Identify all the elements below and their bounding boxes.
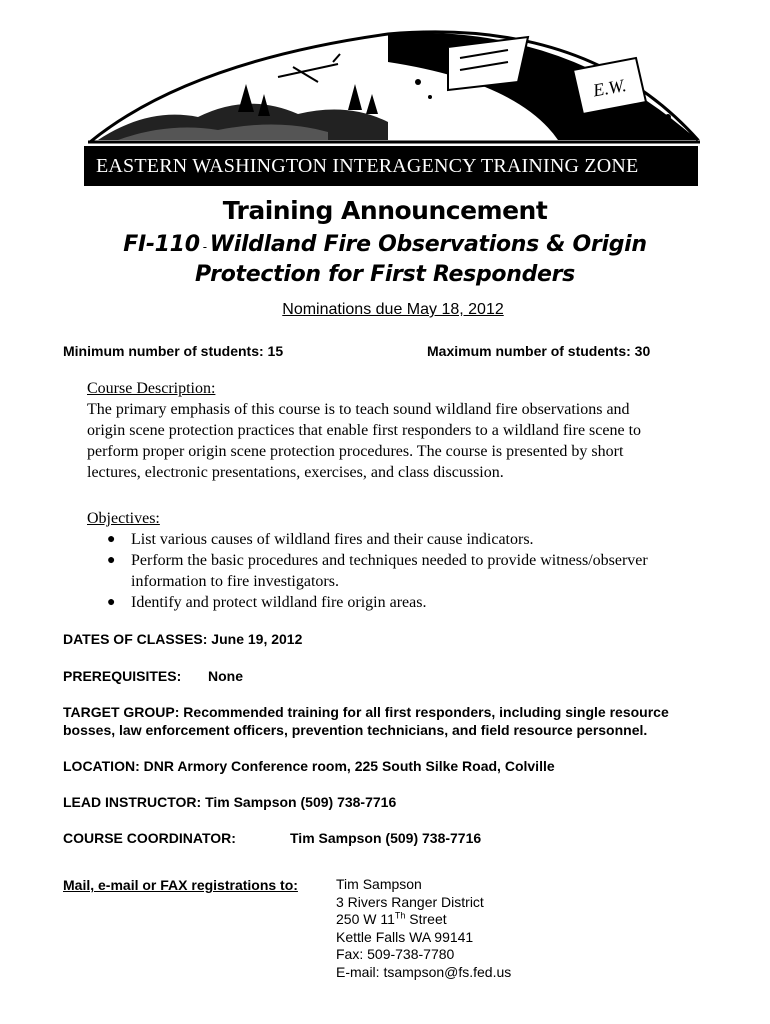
location: LOCATION: DNR Armory Conference room, 225 South Silke Road, Colville [63,758,555,774]
lead-instructor: LEAD INSTRUCTOR: Tim Sampson (509) 738-7716 [63,794,397,810]
course-description [87,378,727,483]
bullet-icon: ● [107,532,116,547]
mail-registrations-label: Mail, e-mail or FAX registrations to: [63,877,298,893]
course-coordinator-value: Tim Sampson (509) 738-7716 [290,830,482,846]
objectives-section [87,508,727,613]
contact-city: Kettle Falls WA 99141 [336,928,474,945]
description-line: The primary emphasis of this course is to teach sound wildland fire observations and [87,401,630,418]
description-line: origin scene protection practices that enable first responders to a wildland fire scene to [87,422,642,439]
course-coordinator-label: COURSE COORDINATOR: [63,830,236,846]
prerequisites-label: PREREQUISITES: [63,668,182,684]
mail-address-block [336,876,511,981]
contact-email: E-mail: tsampson@fs.fed.us [336,963,512,980]
zone-banner: EASTERN WASHINGTON INTERAGENCY TRAINING ZONE [84,146,698,186]
nominations-due: Nominations due May 18, 2012 [282,301,504,318]
course-title-line1 [0,232,770,257]
logo-initials: E.W. [591,74,628,101]
description-line: lectures, electronic presentations, exercises, and class discussion. [87,464,504,481]
objectives-heading: Objectives: [87,510,160,527]
contact-fax: Fax: 509-738-7780 [336,946,455,962]
min-students: Minimum number of students: 15 [63,343,284,359]
description-line: perform proper origin scene protection procedures. The course is presented by short [87,443,624,460]
bullet-icon: ● [107,553,116,568]
max-students: Maximum number of students: 30 [427,343,651,359]
description-heading: Course Description: [87,380,216,397]
zone-logo [88,22,700,144]
dates-of-classes: DATES OF CLASSES: June 19, 2012 [63,631,303,647]
contact-name: Tim Sampson [336,876,422,892]
target-group-line1: TARGET GROUP: Recommended training for all first responders, including single resource [63,704,669,720]
objective-item: ● List various causes of wildland fires and their cause indicators. [107,531,534,548]
course-title-line2: Protection for First Responders [195,262,575,287]
prerequisites-value: None [208,668,243,684]
objective-item: ● Perform the basic procedures and techniques needed to provide witness/observer information to fire investigators. [107,552,648,590]
contact-district: 3 Rivers Ranger District [336,893,484,910]
objective-item: ● Identify and protect wildland fire origin areas. [107,594,427,611]
page-title: Training Announcement [222,196,548,225]
target-group-line2: bosses, law enforcement officers, prevention technicians, and field resource personnel. [63,722,648,738]
course-title-part1: Wildland Fire Observations & Origin [209,232,647,257]
objectives-list [87,529,727,613]
course-dash: - [202,240,207,254]
bullet-icon: ● [107,595,116,610]
course-code: FI-110 [123,232,200,257]
contact-street: 250 W 11Th Street [336,910,447,927]
